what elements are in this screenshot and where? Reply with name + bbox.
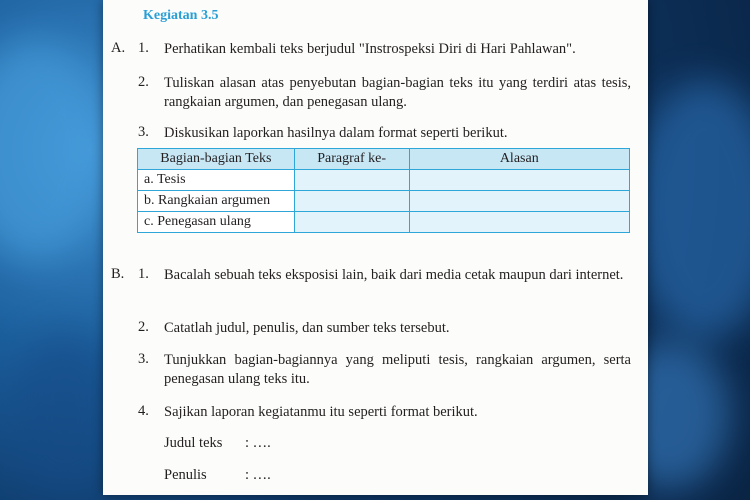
- column-header-text-parts: Bagian-bagian Teks: [138, 149, 295, 170]
- empty-cell: [294, 170, 409, 191]
- section-b-item-number: 2.: [138, 319, 149, 335]
- section-b-item-number: 1.: [138, 266, 149, 282]
- empty-cell: [294, 191, 409, 212]
- table-row: [138, 212, 630, 233]
- section-a-item-text: Diskusikan laporkan hasilnya dalam format seperti berikut.: [164, 125, 508, 141]
- field-value-title: : ….: [245, 435, 271, 451]
- section-a-item-text: Perhatikan kembali teks berjudul "Instrospeksi Diri di Hari Pahlawan".: [164, 41, 576, 57]
- section-b-item-text: Catatlah judul, penulis, dan sumber teks tersebut.: [164, 320, 450, 336]
- empty-cell: [294, 212, 409, 233]
- section-a-item-number: 2.: [138, 74, 149, 90]
- table-header-row: [138, 149, 630, 170]
- background-blur-blob: [630, 80, 750, 340]
- row-label: a. Tesis: [138, 170, 295, 191]
- textbook-page: [103, 0, 648, 495]
- column-header-reason: Alasan: [409, 149, 629, 170]
- section-b-item-number: 3.: [138, 351, 149, 367]
- row-label: b. Rangkaian argumen: [138, 191, 295, 212]
- section-b-item-text: Bacalah sebuah teks eksposisi lain, baik dari media cetak maupun dari internet.: [164, 267, 624, 283]
- table-row: [138, 170, 630, 191]
- section-b-item-text: Sajikan laporan kegiatanmu itu seperti format berikut.: [164, 404, 478, 420]
- section-a-item-number: 1.: [138, 40, 149, 56]
- field-label-author: Penulis: [164, 467, 207, 483]
- section-a-item-text: Tuliskan alasan atas penyebutan bagian-bagian teks itu yang terdiri atas tesis, rangkaian argumen, dan penegasan ulang.: [164, 75, 631, 110]
- report-format-table: [137, 148, 630, 233]
- section-b-item-text: Tunjukkan bagian-bagiannya yang meliputi tesis, rangkaian argumen, serta penegasan ulang teks itu.: [164, 352, 631, 387]
- empty-cell: [409, 191, 629, 212]
- column-header-paragraph: Paragraf ke-: [294, 149, 409, 170]
- row-label: c. Penegasan ulang: [138, 212, 295, 233]
- section-a-letter: A.: [111, 40, 126, 56]
- activity-title: Kegiatan 3.5: [143, 8, 219, 23]
- empty-cell: [409, 212, 629, 233]
- empty-cell: [409, 170, 629, 191]
- field-value-author: : ….: [245, 467, 271, 483]
- field-label-title: Judul teks: [164, 435, 223, 451]
- section-b-letter: B.: [111, 266, 125, 282]
- section-a-item-number: 3.: [138, 124, 149, 140]
- section-b-item-number: 4.: [138, 403, 149, 419]
- background-blur-blob: [0, 40, 110, 260]
- table-row: [138, 191, 630, 212]
